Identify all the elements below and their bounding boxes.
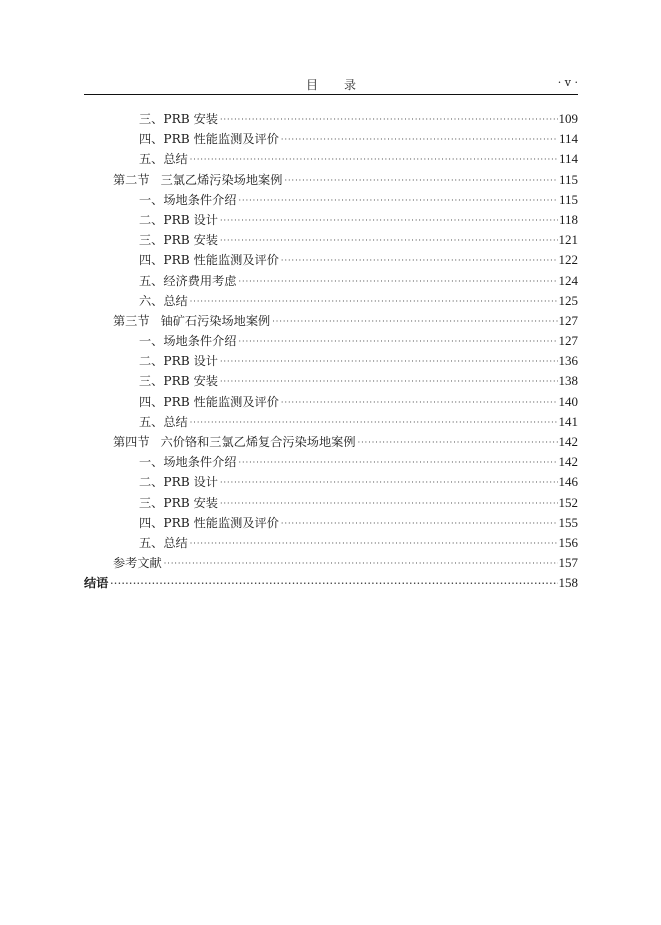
toc-entry-page: 115	[558, 191, 578, 207]
toc-entry-page: 142	[558, 454, 578, 470]
dot-leader	[190, 534, 558, 554]
toc-entry[interactable]	[84, 472, 578, 492]
toc-entry[interactable]	[84, 533, 578, 553]
toc-entry-page: 122	[558, 252, 578, 268]
toc-section-title	[113, 311, 270, 331]
toc-entry-page: 115	[558, 171, 578, 187]
toc-entry-page: 118	[558, 211, 578, 227]
toc-entry[interactable]	[84, 291, 578, 311]
toc-entry[interactable]	[84, 271, 578, 291]
toc-entry[interactable]	[84, 250, 578, 270]
dot-leader	[190, 150, 558, 170]
toc-entry[interactable]	[84, 513, 578, 533]
toc-entry-page: 157	[558, 555, 578, 571]
toc-entry[interactable]	[84, 190, 578, 210]
toc-entry-page: 141	[558, 413, 578, 429]
toc-entry[interactable]	[84, 149, 578, 169]
toc-entry[interactable]	[84, 129, 578, 149]
dot-leader	[239, 453, 558, 473]
toc-entry-title: 六、总结	[139, 293, 188, 308]
toc-entry-title: 一、场地条件介绍	[139, 334, 237, 349]
section-number: 第四节	[113, 435, 150, 449]
toc-entry[interactable]	[84, 210, 578, 230]
dot-leader	[220, 494, 558, 514]
running-head-title: 目录	[305, 78, 382, 92]
toc-entry[interactable]	[84, 230, 578, 250]
dot-leader	[110, 573, 557, 593]
dot-leader	[239, 332, 558, 352]
toc-entry-page: 121	[558, 232, 578, 248]
section-title: 六价铬和三氯乙烯复合污染场地案例	[160, 435, 356, 449]
toc-entry-title: 四、PRB 性能监测及评价	[139, 253, 279, 268]
section-number: 第三节	[113, 313, 150, 328]
toc-entry-page: 109	[558, 111, 578, 126]
toc-entry-page: 158	[558, 575, 578, 591]
toc-references-entry[interactable]	[84, 553, 578, 573]
page-header	[84, 74, 578, 95]
toc-section-title	[113, 170, 282, 190]
toc-entry-page: 114	[558, 151, 578, 167]
toc-entry-title: 二、PRB 设计	[139, 475, 218, 490]
toc-entry-page: 156	[558, 534, 578, 550]
toc-entry-title: 参考文献	[113, 556, 162, 571]
toc-entry-title: 一、场地条件介绍	[139, 455, 237, 470]
dot-leader	[284, 171, 558, 191]
dot-leader	[281, 251, 558, 271]
section-title: 三氯乙烯污染场地案例	[160, 172, 283, 187]
toc-entry[interactable]	[84, 412, 578, 432]
toc-entry[interactable]	[84, 371, 578, 391]
toc-entry[interactable]	[84, 493, 578, 513]
toc-section-entry[interactable]	[84, 311, 578, 331]
dot-leader	[190, 413, 558, 433]
toc-entry[interactable]	[84, 351, 578, 371]
toc-entry-title: 三、PRB 安装	[139, 495, 218, 510]
toc-entry-page: 152	[558, 494, 578, 510]
toc-section-entry[interactable]	[84, 170, 578, 190]
toc-entry-title: 三、PRB 安装	[139, 374, 218, 389]
toc-entry-title: 五、总结	[139, 152, 188, 167]
toc-entry-page: 146	[558, 474, 578, 490]
toc-entry-page: 127	[558, 333, 578, 349]
dot-leader	[220, 211, 558, 231]
toc-chapter-entry[interactable]	[84, 573, 578, 593]
toc-section-title	[113, 432, 356, 452]
section-title: 铀矿石污染场地案例	[160, 313, 271, 328]
toc-entry[interactable]	[84, 452, 578, 472]
dot-leader	[220, 372, 558, 392]
page-number: · v ·	[557, 76, 578, 89]
toc-entry-page: 114	[558, 131, 578, 147]
dot-leader	[190, 292, 558, 312]
dot-leader	[281, 130, 558, 150]
dot-leader	[281, 514, 558, 534]
toc-entry-title: 五、总结	[139, 414, 188, 429]
dot-leader	[239, 191, 558, 211]
toc-entry[interactable]	[84, 331, 578, 351]
toc-entry-page: 127	[558, 312, 578, 328]
toc-entry-title: 五、经济费用考虑	[139, 273, 237, 288]
dot-leader	[164, 554, 558, 574]
toc-entry-title: 三、PRB 安装	[139, 112, 218, 126]
toc-entry-title: 一、场地条件介绍	[139, 192, 237, 207]
dot-leader	[281, 393, 558, 413]
dot-leader	[358, 433, 558, 453]
dot-leader	[220, 473, 558, 493]
toc-entry-page: 124	[558, 272, 578, 288]
toc-entry[interactable]	[84, 392, 578, 412]
toc-entry-page: 125	[558, 292, 578, 308]
table-of-contents	[84, 109, 578, 594]
toc-entry-title: 四、PRB 性能监测及评价	[139, 515, 279, 530]
toc-entry-page: 140	[558, 393, 578, 409]
toc-entry-title: 二、PRB 设计	[139, 212, 218, 227]
dot-leader	[220, 352, 558, 372]
dot-leader	[272, 312, 557, 332]
toc-chapter-title: 结语	[84, 576, 109, 591]
toc-entry-page: 155	[558, 514, 578, 530]
toc-entry-page: 136	[558, 353, 578, 369]
toc-entry-page: 138	[558, 373, 578, 389]
toc-entry[interactable]	[84, 109, 578, 129]
toc-entry-title: 五、总结	[139, 535, 188, 550]
toc-entry-title: 四、PRB 性能监测及评价	[139, 132, 279, 147]
toc-entry-page: 142	[558, 434, 578, 449]
toc-entry-title: 四、PRB 性能监测及评价	[139, 394, 279, 409]
section-number: 第二节	[113, 172, 150, 187]
toc-entry-title: 二、PRB 设计	[139, 354, 218, 369]
dot-leader	[220, 110, 558, 130]
toc-entry-title: 三、PRB 安装	[139, 233, 218, 248]
dot-leader	[239, 272, 558, 292]
dot-leader	[220, 231, 558, 251]
toc-section-entry[interactable]	[84, 432, 578, 452]
